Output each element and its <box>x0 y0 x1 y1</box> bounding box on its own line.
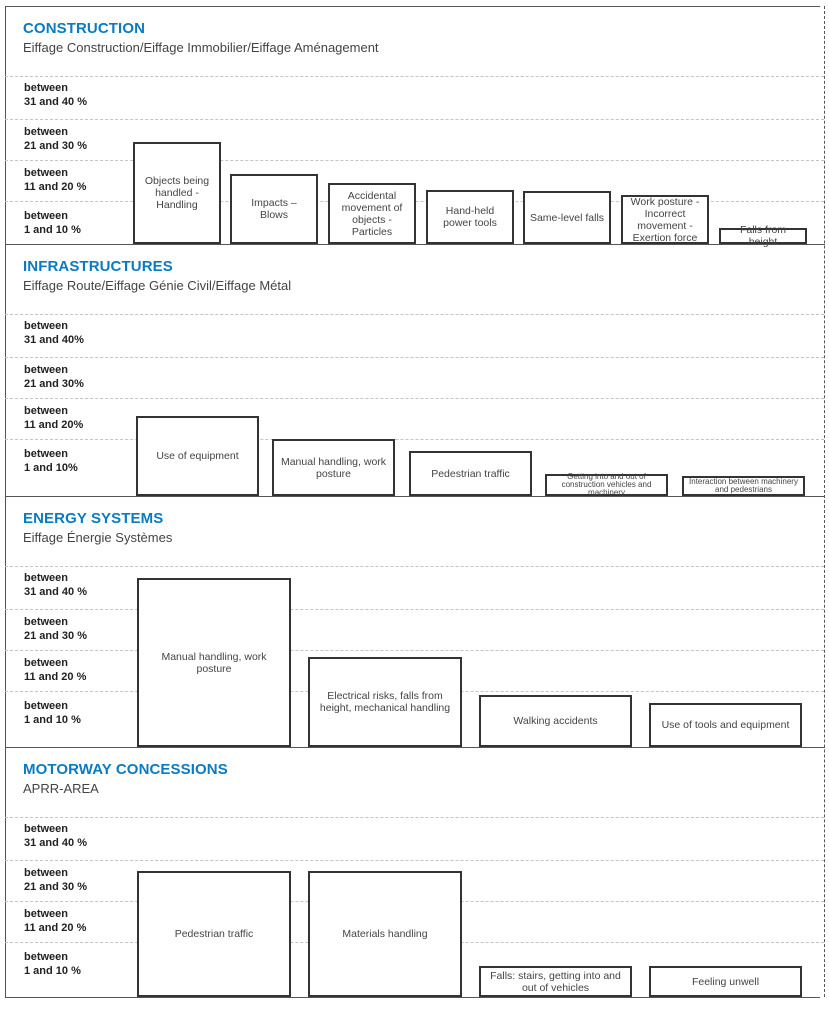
band-label: between 31 and 40 % <box>24 823 87 849</box>
bar <box>136 416 259 496</box>
bar-label: Accidental movement of objects - Particles <box>341 189 403 238</box>
bar <box>719 224 807 248</box>
bar-label: Same-level falls <box>529 211 605 224</box>
bar-label: Work posture - Incorrect movement - Exertion force <box>630 195 700 244</box>
band-label: between 21 and 30 % <box>24 867 87 893</box>
bar <box>545 474 668 496</box>
bar-label: Use of equipment <box>156 450 239 462</box>
bar <box>137 871 291 997</box>
chart-title: INFRASTRUCTURES <box>23 258 173 275</box>
gridline <box>5 817 824 818</box>
chart-panel-1 <box>5 6 824 248</box>
bar <box>621 195 709 244</box>
bar-label: Pedestrian traffic <box>174 928 254 940</box>
gridline <box>5 398 824 399</box>
bar <box>230 174 318 244</box>
gridline <box>5 439 824 440</box>
gridline <box>5 314 824 315</box>
gridline <box>5 609 824 610</box>
chart-title: ENERGY SYSTEMS <box>23 510 164 527</box>
frame-right-dashed-border <box>824 6 825 997</box>
bar <box>308 657 462 747</box>
band-label: between 11 and 20 % <box>24 657 87 683</box>
bar-label: Hand-held power tools <box>443 205 497 229</box>
band-label: between 1 and 10 % <box>24 700 81 726</box>
bar-label: Use of tools and equipment <box>661 719 790 731</box>
chart-panel-4 <box>5 747 824 997</box>
bar-label: Manual handling, work posture <box>161 650 267 675</box>
chart-panel-2 <box>5 244 824 496</box>
bar-label: Interaction between machinery and pedestrians <box>689 477 798 494</box>
band-label: between 21 and 30% <box>24 364 84 390</box>
bar <box>523 191 611 244</box>
bar <box>426 190 514 244</box>
gridline <box>5 650 824 651</box>
bar <box>649 703 802 747</box>
band-label: between 11 and 20 % <box>24 908 87 934</box>
chart-title: MOTORWAY CONCESSIONS <box>23 761 228 778</box>
band-label: between 31 and 40 % <box>24 572 87 598</box>
bar-label: Manual handling, work posture <box>280 455 387 480</box>
gridline <box>5 860 824 861</box>
gridline <box>5 119 824 120</box>
band-label: between 21 and 30 % <box>24 616 87 642</box>
band-label: between 11 and 20% <box>24 405 84 431</box>
bar <box>649 966 802 997</box>
bar <box>272 439 395 496</box>
bar <box>137 578 291 747</box>
chart-title: CONSTRUCTION <box>23 20 146 37</box>
chart-subtitle: APRR-AREA <box>23 781 99 796</box>
bar-label: Objects being handled - Handling <box>144 175 210 211</box>
bar-label: Electrical risks, falls from height, mechanical handling <box>319 690 451 714</box>
bar-label: Feeling unwell <box>691 975 760 988</box>
gridline <box>5 76 824 77</box>
band-label: between 1 and 10 % <box>24 210 81 236</box>
bar <box>682 476 805 496</box>
band-label: between 1 and 10% <box>24 448 78 474</box>
bar <box>133 142 221 244</box>
gridline <box>5 160 824 161</box>
band-label: between 11 and 20 % <box>24 167 87 193</box>
bar-label: Falls: stairs, getting into and out of vehicles <box>490 969 621 994</box>
gridline <box>5 357 824 358</box>
band-label: between 21 and 30 % <box>24 126 87 152</box>
bar-label: Falls from height <box>739 224 787 248</box>
bar-label: Walking accidents <box>513 715 598 727</box>
bar <box>328 183 416 244</box>
gridline <box>5 566 824 567</box>
band-label: between 31 and 40 % <box>24 82 87 108</box>
chart-panel-3 <box>5 496 824 747</box>
chart-subtitle: Eiffage Construction/Eiffage Immobilier/Eiffage Aménagement <box>23 40 379 55</box>
band-label: between 1 and 10 % <box>24 951 81 977</box>
frame-bottom-border <box>5 997 820 998</box>
bar <box>479 695 632 747</box>
bar-label: Impacts – Blows <box>251 197 297 221</box>
bar-label: Getting into and out of construction vehicles and machinery <box>561 472 652 497</box>
chart-subtitle: Eiffage Énergie Systèmes <box>23 530 173 545</box>
bar <box>308 871 462 997</box>
chart-subtitle: Eiffage Route/Eiffage Génie Civil/Eiffage Métal <box>23 278 292 293</box>
bar <box>479 966 632 997</box>
bar <box>409 451 532 496</box>
band-label: between 31 and 40% <box>24 320 84 346</box>
bar-label: Pedestrian traffic <box>431 467 510 480</box>
bar-label: Materials handling <box>342 928 428 940</box>
